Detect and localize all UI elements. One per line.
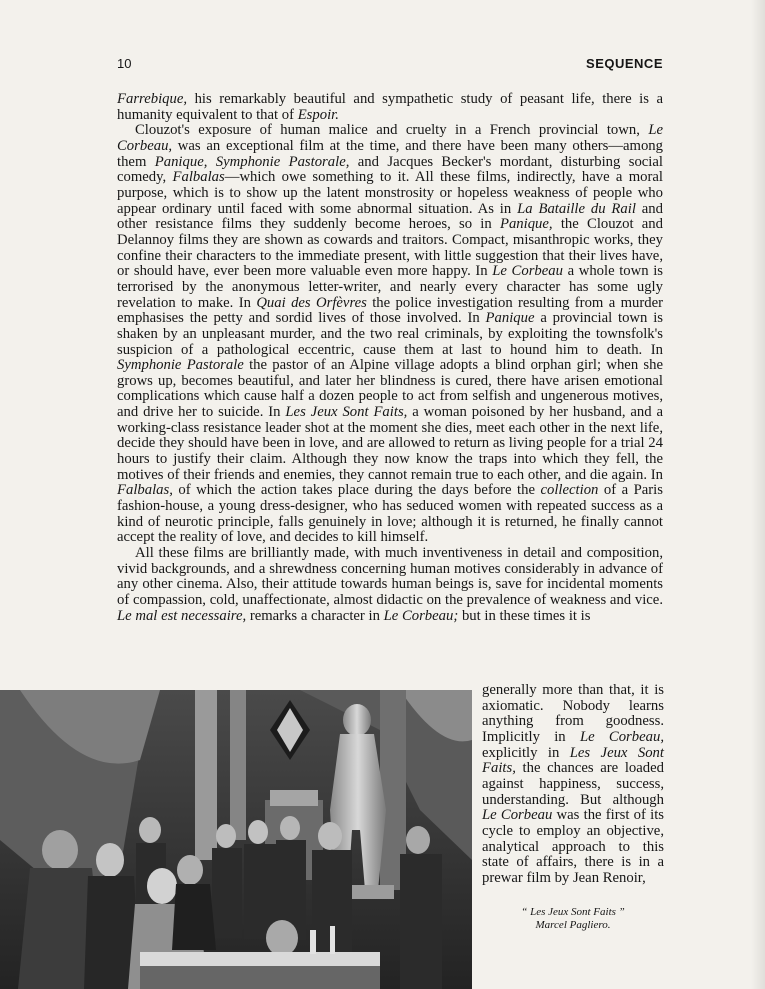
italic-title: La Bataille du Rail: [517, 200, 636, 217]
paragraph-continuation: generally more than that, it is axiomatic. Nobody learns anything from goodness. Implicitly in Le Corbeau, explicitly in Les Jeux Sont Faits, the chances are loaded against happiness, success, understanding. But although Le Corbeau was the first of its cycle to employ an objective, analytical approach to this state of affairs, there is in a prewar film by Jean Renoir,: [482, 682, 665, 886]
paragraph: Farrebique, his remarkably beautiful and sympathetic study of peasant life, there is a humanity equivalent to that of Espoir.: [117, 91, 663, 123]
italic-title: Falbalas,: [117, 482, 173, 499]
italic-title: Les Jeux Sont Faits,: [285, 404, 408, 421]
paragraph: Clouzot's exposure of human malice and cruelty in a French provincial town, Le Corbeau, was an exceptional film at the time, and there have been many others—among them Panique, Symphonie Pastorale, and Jacques Becker's mordant, disturbing social comedy, Falbalas—which owe something to it. All these films, indirectly, have a moral purpose, which is to show up the latent monstrosity or hopeless weakness of people who appear ordinary until faced with some abnormal situation. As in La Bataille du Rail and other resistance films they suddenly become heroes, so in Panique, the Clouzot and Delannoy films they are shown as cowards and traitors. Compact, misanthropic works, they confine their characters to the immediate present, with little suggestion that their lives have, or should have, ever been more valuable even more happy. In Le Corbeau a whole town is terrorised by the anonymous letter-writer, and nearly every character has some ugly revelation to make. In Quai des Orfèvres the police investigation resulting from a murder emphasises the petty and sordid lives of those involved. In Panique a provincial town is shaken by an unpleasant murder, and the two real criminals, by exploiting the townsfolk's suspicion of a pathological eccentric, cause them at last to hound him to death. In Symphonie Pastorale the pastor of an Alpine village adopts a blind orphan girl; when she grows up, becomes beautiful, and later her blindness is cured, there have arisen emotional complications which cause half a dozen people to act from selfish and ungenerous motives, and drive her to suicide. In Les Jeux Sont Faits, a woman poisoned by her husband, and a working-class resistance leader shot at the moment she dies, meet each other in the next life, decide they should have been in love, and are allowed to return as living people for a trial 24 hours to justify their claim. Although they now know the traps into which they fell, the motives of their friends and enemies, they cannot remain true to each other, and die again. In Falbalas, of which the action takes place during the days before the collection of a Paris fashion-house, a young dress-designer, who has seduced women with repeated success as a kind of neurotic principle, falls genuinely in love; although it is returned, he finally cannot accept the reality of love, and decides to kill himself.: [117, 122, 664, 546]
italic-title: Le Corbeau: [492, 263, 563, 280]
page-number: 10: [117, 56, 132, 71]
photo-caption: [482, 906, 664, 932]
italic-title: Le Corbeau;: [383, 607, 459, 624]
caption-title: “ Les Jeux Sont Faits ”: [521, 906, 625, 918]
italic-title: Le Corbeau,: [579, 728, 664, 745]
italic-title: Les Jeux Sont Faits,: [482, 744, 664, 777]
italic-title: Symphonie Pastorale: [117, 357, 244, 374]
italic-title: collection: [540, 482, 599, 499]
page-header: [117, 56, 663, 76]
italic-title: Farrebique,: [117, 91, 188, 107]
italic-title: Le Corbeau,: [117, 122, 663, 154]
caption-credit: Marcel Pagliero.: [535, 919, 611, 931]
italic-title: Panique: [485, 310, 535, 327]
italic-title: Panique, Symphonie Pastorale,: [154, 153, 350, 170]
italic-title: Panique,: [499, 216, 553, 233]
italic-title: Espoir.: [297, 106, 339, 123]
body-text: [117, 92, 663, 624]
body-text-column: [482, 683, 664, 887]
italic-title: Le mal est necessaire,: [117, 607, 247, 624]
running-head: SEQUENCE: [586, 56, 663, 71]
page-edge-shadow: [751, 0, 765, 989]
paragraph: All these films are brilliantly made, with much inventiveness in detail and composition, vivid backgrounds, and a shrewdness concerning human motives considerably in advance of any other cinema. Also, their attitude towards human beings is, save for incidental moments of compassion, cold, unaffectionate, almost didactic on the prevalence of weakness and vice. Le mal est necessaire, remarks a character in Le Corbeau; but in these times it is: [117, 545, 663, 624]
italic-title: Le Corbeau: [482, 807, 553, 824]
italic-title: Falbalas: [172, 169, 225, 186]
film-still-photo: [0, 690, 472, 989]
italic-title: Quai des Orfèvres: [256, 294, 367, 311]
